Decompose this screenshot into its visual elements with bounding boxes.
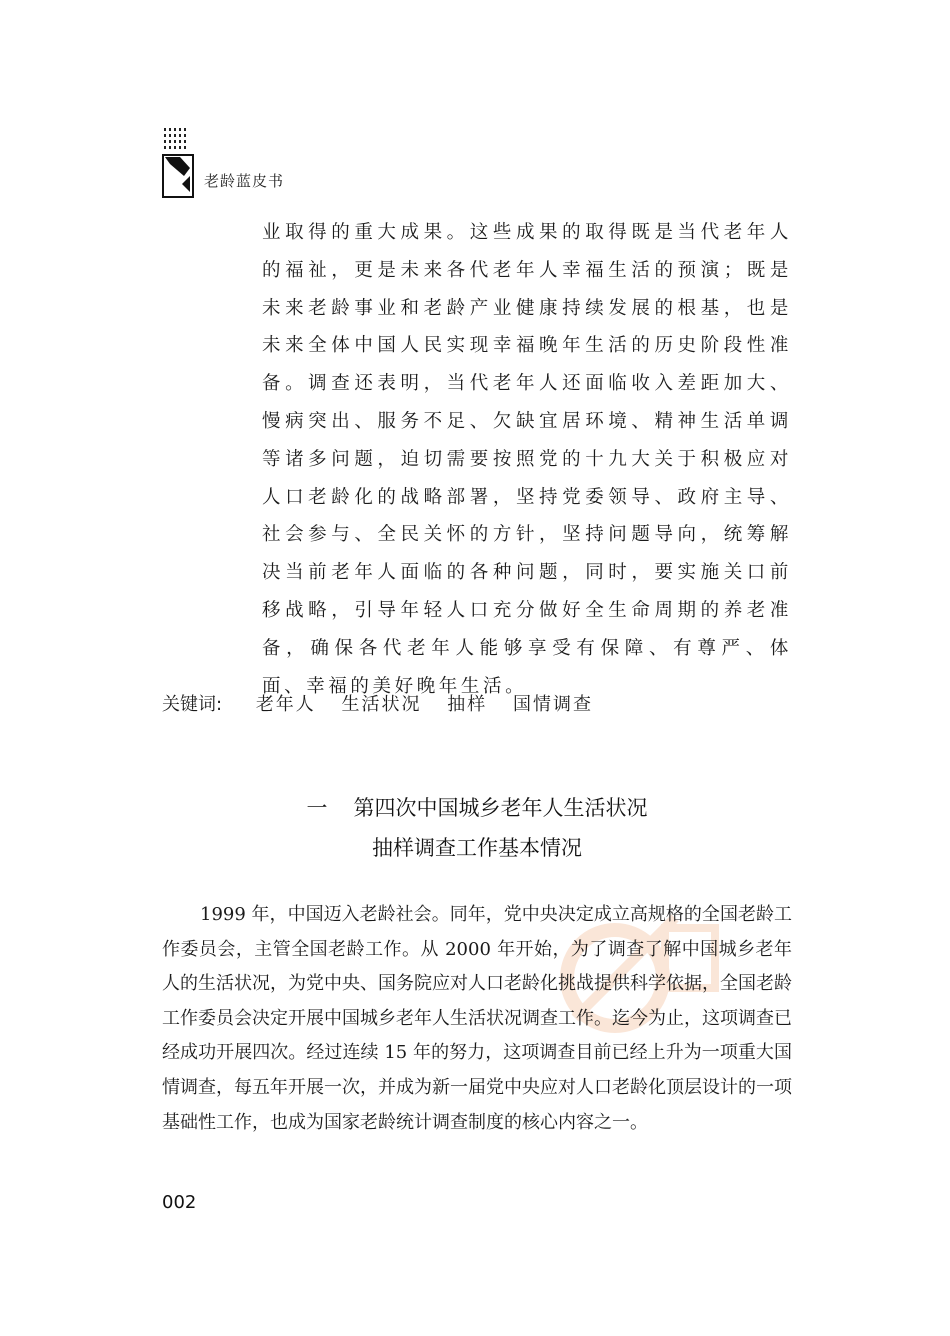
dot-grid-ornament [164, 128, 188, 152]
keyword-item: 老年人 [255, 694, 316, 715]
keyword-item: 抽样 [447, 694, 488, 715]
book-logo-icon [162, 154, 194, 198]
series-title: 老龄蓝皮书 [204, 172, 285, 190]
abstract-paragraph: 业取得的重大成果。这些成果的取得既是当代老年人的福祉，更是未来各代老年人幸福生活的预演；既是未来老龄事业和老龄产业健康持续发展的根基，也是未来全体中国人民实现幸福晚年生活的历史阶段性准备。调查还表明，当代老年人还面临收入差距加大、慢病突出、服务不足、欠缺宜居环境、精神生活单调等诸多问题，迫切需要按照党的十九大关于积极应对人口老龄化的战略部署，坚持党委领导、政府主导、社会参与、全民关怀的方针，坚持问题导向，统筹解决当前老年人面临的各种问题，同时，要实施关口前移战略，引导年轻人口充分做好全生命周期的养老准备，确保各代老年人能够享受有保障、有尊严、体面、幸福的美好晚年生活。 [262, 222, 792, 697]
body-section [162, 898, 792, 1140]
body-paragraph: 1999 年，中国迈入老龄社会。同年，党中央决定成立高规格的全国老龄工作委员会，主管全国老龄工作。从 2000 年开始，为了调查了解中国城乡老年人的生活状况，为党中央、国务院应对人口老龄化挑战提供科学依据，全国老龄工作委员会决定开展中国城乡老年人生活状况调查工作。迄今为止，这项调查已经成功开展四次。经过连续 15 年的努力，这项调查目前已经上升为一项重大国情调查，每五年开展一次，并成为新一届党中央应对人口老龄化顶层设计的一项基础性工作，也成为国家老龄统计调查制度的核心内容之一。 [162, 904, 792, 1133]
keyword-item: 生活状况 [341, 694, 422, 715]
keywords-line [162, 690, 613, 720]
page-number: 002 [162, 1192, 197, 1213]
section-heading-line-1 [162, 788, 792, 828]
section-heading [162, 788, 792, 868]
section-title-part-1: 第四次中国城乡老年人生活状况 [353, 796, 648, 820]
section-number: 一 [306, 796, 328, 820]
keyword-item: 国情调查 [513, 694, 594, 715]
section-title-part-2: 抽样调查工作基本情况 [372, 836, 582, 860]
keywords-label: 关键词: [162, 694, 223, 715]
running-header [162, 128, 362, 200]
